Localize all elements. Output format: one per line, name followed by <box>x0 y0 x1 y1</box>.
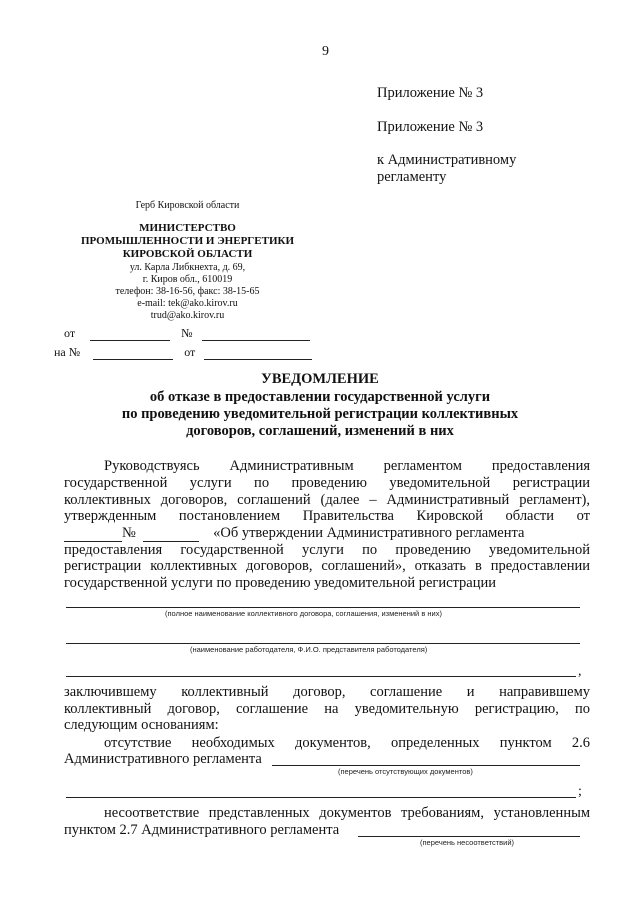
p2-line-3: следующим основаниям: <box>64 717 219 733</box>
employer-name-line <box>66 643 580 644</box>
org-line-3: КИРОВСКОЙ ОБЛАСТИ <box>122 248 253 260</box>
ref-to-no-field <box>93 347 173 360</box>
agreement-name-line <box>66 607 580 608</box>
semicolon-mark: ; <box>578 784 582 799</box>
org-line-2: ПРОМЫШЛЕННОСТИ И ЭНЕРГЕТИКИ <box>80 235 295 247</box>
p2-line-1: заключившему коллективный договор, соглашение и направившему <box>64 684 590 700</box>
notice-title: УВЕДОМЛЕНИЕ <box>261 371 379 387</box>
phone-line: телефон: 38-16-56, факс: 38-15-65 <box>115 286 260 297</box>
appendix-line-1: Приложение № 3 <box>377 85 484 101</box>
ref-from-label: от <box>64 326 76 340</box>
employer-name-line-2 <box>66 676 576 677</box>
p1-line-4: утвержденным постановлением Правительства Кировской области от <box>64 508 590 524</box>
ref-from-row <box>64 326 310 341</box>
p1-line-1: Руководствуясь Административным регламентом предоставления <box>104 458 590 474</box>
ref-from2-label: от <box>184 345 196 359</box>
missing-docs-line <box>272 765 580 766</box>
caption-agreement-name: (полное наименование коллективного договора, соглашения, изменений в них) <box>165 609 442 618</box>
caption-employer-name: (наименование работодателя, Ф.И.О. представителя работодателя) <box>190 645 428 654</box>
p1-line-7: регистрации коллективных договоров, соглашений», отказать в предоставлении <box>64 558 590 574</box>
ref-from2-field <box>204 347 312 360</box>
p4-line-2: пунктом 2.7 Административного регламента <box>64 822 340 838</box>
ref-no-field <box>202 328 310 341</box>
p3-line-1: отсутствие необходимых документов, определенных пунктом 2.6 <box>104 735 590 751</box>
ref-to-row <box>54 345 312 360</box>
emblem-label: Герб Кировской области <box>135 200 240 211</box>
decree-date-field <box>64 529 122 542</box>
page-number: 9 <box>322 44 329 59</box>
p3-line-2: Административного регламента <box>64 751 262 767</box>
p1-line-6: предоставления государственной услуги по проведению уведомительной <box>64 542 590 558</box>
decree-no-field <box>143 529 199 542</box>
p1-line-2: государственной услуги по проведению уведомительной регистрации <box>64 475 590 491</box>
notice-subtitle-1: об отказе в предоставлении государственной услуги <box>149 389 491 405</box>
p4-line-1: несоответствие представленных документов требованиям, установленным <box>104 805 590 821</box>
ref-no-label: № <box>181 326 193 340</box>
email-line-2: trud@ako.kirov.ru <box>150 310 225 321</box>
p1-line-8: государственной услуги по проведению уведомительной регистрации <box>64 575 497 591</box>
appendix-line-2: Приложение № 3 <box>377 119 484 135</box>
address-line-1: ул. Карла Либкнехта, д. 69, <box>129 262 246 273</box>
notice-subtitle-3: договоров, соглашений, изменений в них <box>186 423 454 439</box>
appendix-line-3: к Административному <box>377 152 517 168</box>
address-line-2: г. Киров обл., 610019 <box>142 274 233 285</box>
caption-mismatch: (перечень несоответствий) <box>420 838 515 847</box>
decree-title-start: «Об утверждении Административного регламента <box>213 525 525 541</box>
org-line-1: МИНИСТЕРСТВО <box>139 222 236 234</box>
p1-line-3: коллективных договоров, соглашений (далее – Административный регламент), <box>64 492 590 508</box>
caption-missing-docs: (перечень отсутствующих документов) <box>338 767 473 776</box>
notice-subtitle-2: по проведению уведомительной регистрации коллективных <box>121 406 519 422</box>
ref-from-field <box>90 328 170 341</box>
ref-to-no-label: на № <box>54 345 81 359</box>
mismatch-line <box>358 836 580 837</box>
missing-docs-line-2 <box>66 797 576 798</box>
p1-line-5 <box>64 525 590 542</box>
p2-line-2: коллективный договор, соглашение на уведомительную регистрацию, по <box>64 701 590 717</box>
comma-mark: , <box>578 664 582 679</box>
appendix-line-4: регламенту <box>377 169 447 185</box>
decree-no-label: № <box>122 525 136 541</box>
email-line-1: e-mail: tek@ako.kirov.ru <box>137 298 238 309</box>
